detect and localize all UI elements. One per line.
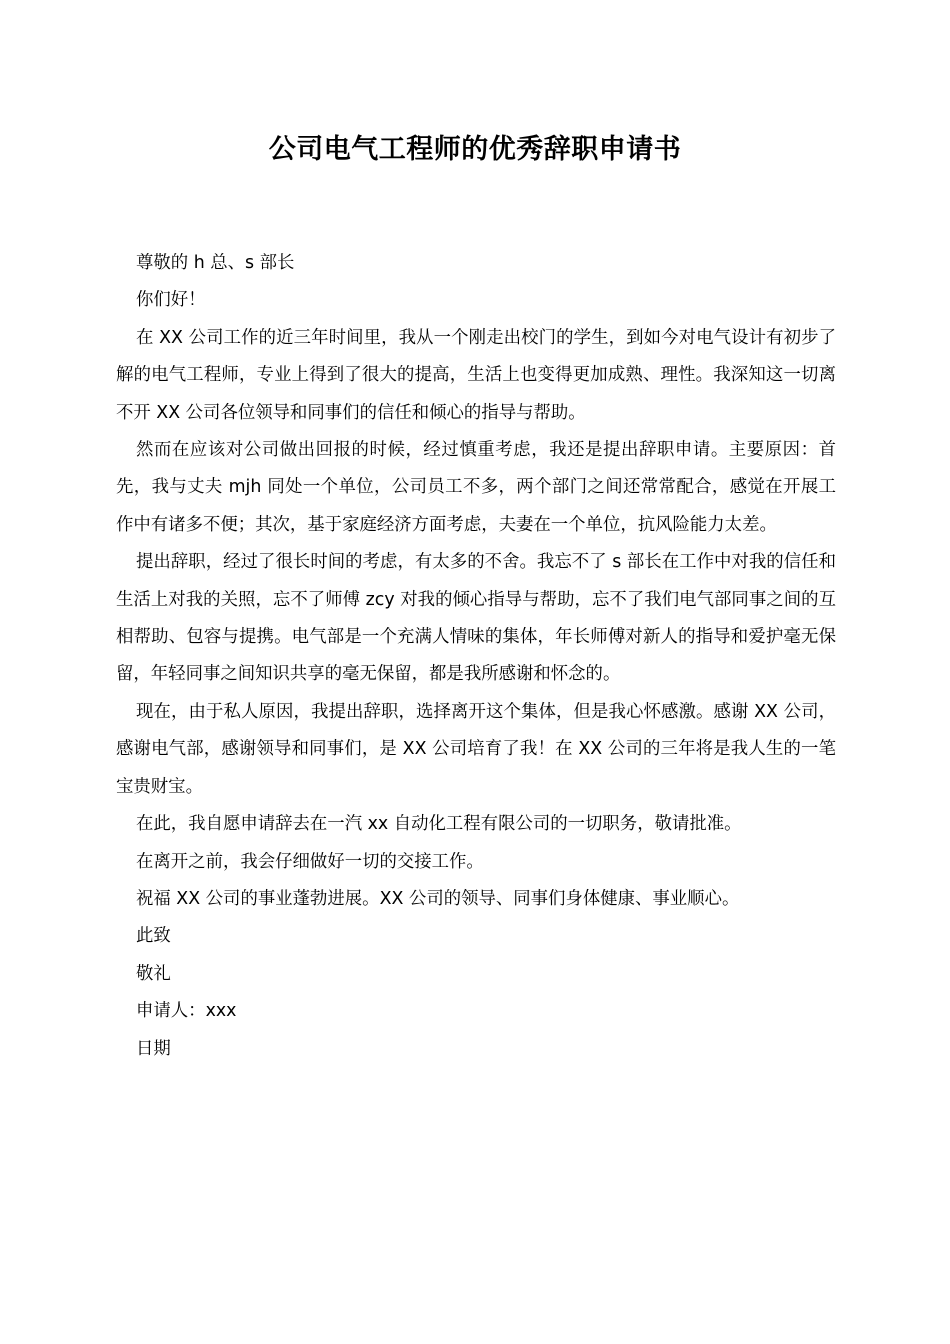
paragraph-wishes: 祝福 XX 公司的事业蓬勃进展。XX 公司的领导、同事们身体健康、事业顺心。 [136,888,740,909]
paragraph-gratitude: 提出辞职，经过了很长时间的考虑，有太多的不舍。我忘不了 s 部长在工作中对我的信任和生活上对我的关照，忘不了师傅 zcy 对我的倾心指导与帮助，忘不了我们电气部同事之间的互相帮助、包容与提携。电气部是一个充满人情味的集体，年长师傅对新人的指导和爱护毫无保留，年轻同事之间知识共享的毫无保留，都是我所感谢和怀念的。 [116,552,836,685]
paragraph-thanks: 现在，由于私人原因，我提出辞职，选择离开这个集体，但是我心怀感激。感谢 XX 公司，感谢电气部，感谢领导和同事们，是 XX 公司培育了我！在 XX 公司的三年将是我人生的一笔宝贵财宝。 [116,701,836,797]
regards: 敬礼 [136,963,171,984]
closing: 此致 [136,926,171,947]
greeting: 你们好！ [136,290,206,311]
date-label: 日期 [136,1038,171,1059]
document-title: 公司电气工程师的优秀辞职申请书 [268,134,682,165]
paragraph-experience: 在 XX 公司工作的近三年时间里，我从一个刚走出校门的学生，到如今对电气设计有初步了解的电气工程师，专业上得到了很大的提高，生活上也变得更加成熟、理性。我深知这一切离不开 XX 公司各位领导和同事们的信任和倾心的指导与帮助。 [116,327,836,423]
salutation: 尊敬的 h 总、s 部长 [136,253,295,273]
paragraph-handover: 在离开之前，我会仔细做好一切的交接工作。 [136,851,484,872]
paragraph-reasons: 然而在应该对公司做出回报的时候，经过慎重考虑，我还是提出辞职申请。主要原因：首先，我与丈夫 mjh 同处一个单位，公司员工不多，两个部门之间还常常配合，感觉在开展工作中有诸多不便；其次，基于家庭经济方面考虑，夫妻在一个单位，抗风险能力太差。 [116,440,836,535]
letter-body [116,245,836,1068]
applicant-signature: 申请人：xxx [136,1001,237,1022]
paragraph-resignation-request: 在此，我自愿申请辞去在一汽 xx 自动化工程有限公司的一切职务，敬请批准。 [136,814,742,835]
